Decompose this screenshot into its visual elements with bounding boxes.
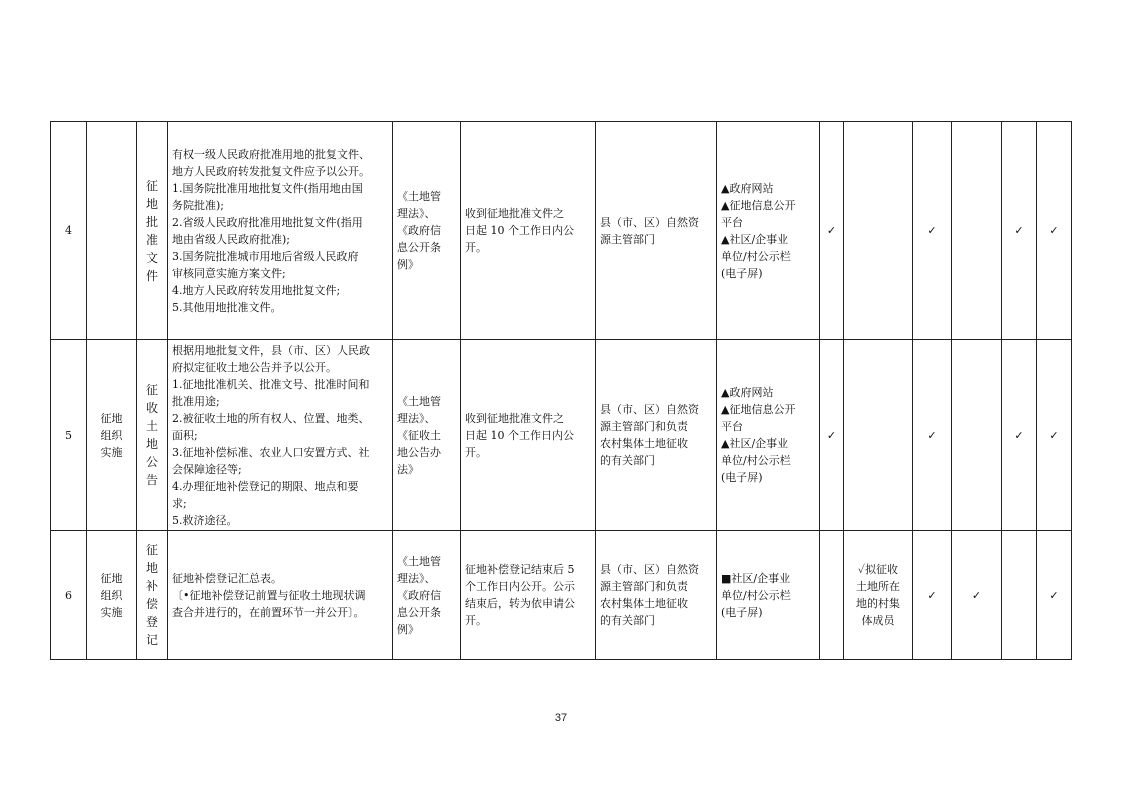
channel-line: ■社区/企事业 (721, 571, 791, 585)
content-line: 查合并进行的，在前置环节一并公开〕。 (172, 605, 365, 619)
basis-line: 例》 (397, 258, 419, 271)
item-name-cell (137, 340, 168, 531)
basis-line: 息公开条 (397, 241, 441, 254)
check-cell (820, 531, 844, 660)
basis-cell (393, 531, 461, 660)
content-cell (168, 122, 393, 340)
stage-cell (87, 340, 137, 531)
basis-line: 《土地管 (397, 394, 441, 408)
department-line: 的有关部门 (600, 614, 655, 627)
department-cell (596, 122, 717, 340)
time-limit-cell (461, 340, 596, 531)
basis-line: 《土地管 (397, 190, 441, 203)
table-row (51, 531, 1072, 660)
stage-text: 征地 (100, 411, 123, 425)
content-line: 5.其他用地批准文件。 (172, 300, 282, 314)
content-line: 求; (172, 496, 187, 510)
basis-line: 理法》、 (397, 411, 436, 425)
content-line: 会保障途径等; (172, 462, 242, 476)
content-cell (168, 340, 393, 531)
time-line: 日起 10 个工作日内公 (465, 224, 574, 237)
channel-line: (电子屏) (721, 266, 763, 280)
channel-line: 单位/村公示栏 (721, 588, 791, 602)
basis-cell (393, 340, 461, 531)
item-name: 征地补偿登记 (145, 543, 158, 647)
check-cell: ✓ (1002, 340, 1037, 531)
content-line: 务院批准); (172, 198, 224, 212)
check-cell: ✓ (820, 340, 844, 531)
content-line: 1.国务院批准用地批复文件(指用地由国 (172, 181, 363, 195)
scope-cell (844, 531, 913, 660)
check-cell: ✓ (1037, 531, 1072, 660)
row-number: 4 (51, 122, 87, 340)
time-line: 开。 (465, 614, 487, 627)
row-number: 6 (51, 531, 87, 660)
channel-cell (717, 531, 820, 660)
time-line: 日起 10 个工作日内公 (465, 428, 574, 442)
page-number: 37 (554, 712, 568, 724)
content-line: 地方人民政府转发批复文件应予以公开。 (172, 164, 370, 178)
item-name-cell (137, 122, 168, 340)
scope-cell (844, 122, 913, 340)
department-line: 农村集体土地征收 (600, 437, 688, 450)
content-line: 5.救济途径。 (172, 513, 238, 527)
channel-line: ▲政府网站 (721, 181, 774, 195)
time-line: 征地补偿登记结束后 5 (465, 563, 575, 576)
stage-cell (87, 122, 137, 340)
row-number: 5 (51, 340, 87, 531)
department-line: 县（市、区）自然资 (600, 215, 699, 229)
content-line: 1.征地批准机关、批准文号、批准时间和 (172, 377, 370, 391)
check-cell (1002, 531, 1037, 660)
time-limit-cell (461, 122, 596, 340)
scope-line: 体成员 (861, 614, 895, 627)
channel-line: ▲社区/企事业 (721, 232, 789, 246)
basis-line: 《政府信 (397, 224, 441, 237)
content-cell (168, 531, 393, 660)
channel-line: 平台 (721, 420, 743, 433)
department-line: 源主管部门和负责 (600, 420, 688, 433)
basis-cell (393, 122, 461, 340)
channel-line: 单位/村公示栏 (721, 249, 791, 263)
scope-cell (844, 340, 913, 531)
stage-text: 组织 (100, 588, 123, 602)
check-cell: ✓ (952, 531, 1002, 660)
basis-line: 法》 (397, 462, 419, 476)
content-line: 4.地方人民政府转发用地批复文件; (172, 283, 341, 297)
basis-line: 地公告办 (397, 445, 441, 459)
basis-line: 例》 (397, 622, 419, 636)
channel-line: ▲征地信息公开 (721, 403, 796, 416)
channel-cell (717, 122, 820, 340)
check-cell: ✓ (913, 122, 952, 340)
channel-line: ▲政府网站 (721, 386, 774, 399)
content-line: 2.被征收土地的所有权人、位置、地类、 (172, 411, 370, 425)
time-line: 个工作日内公开。公示 (465, 580, 575, 593)
check-cell: ✓ (820, 122, 844, 340)
disclosure-table (50, 121, 1072, 660)
channel-line: ▲征地信息公开 (721, 198, 796, 212)
time-line: 收到征地批准文件之 (465, 411, 564, 425)
content-line: 根据用地批复文件，县（市、区）人民政 (172, 343, 370, 357)
scope-line: ✓拟征收 (857, 563, 899, 576)
department-cell (596, 531, 717, 660)
department-line: 县（市、区）自然资 (600, 403, 699, 416)
content-line: 4.办理征地补偿登记的期限、地点和要 (172, 479, 359, 493)
content-line: 3.国务院批准城市用地后省级人民政府 (172, 249, 359, 263)
basis-line: 息公开条 (397, 605, 441, 619)
content-line: 面积; (172, 428, 198, 442)
stage-cell (87, 531, 137, 660)
scope-line: 地的村集 (856, 597, 900, 610)
content-line: 3.征地补偿标准、农业人口安置方式、社 (172, 445, 370, 459)
table-row (51, 122, 1072, 340)
department-line: 的有关部门 (600, 454, 655, 467)
item-name-cell (137, 531, 168, 660)
time-line: 收到征地批准文件之 (465, 207, 564, 220)
basis-line: 理法》、 (397, 571, 436, 585)
content-line: 〔•征地补偿登记前置与征收土地现状调 (172, 588, 366, 602)
content-line: 2.省级人民政府批准用地批复文件(指用 (172, 215, 363, 229)
check-cell: ✓ (1037, 340, 1072, 531)
content-line: 府拟定征收土地公告并予以公开。 (172, 360, 337, 374)
department-line: 源主管部门 (600, 232, 655, 246)
stage-text: 征地 (100, 571, 123, 585)
content-line: 批准用途; (172, 394, 220, 408)
item-name: 征收土地公告 (145, 383, 158, 487)
check-cell: ✓ (1037, 122, 1072, 340)
time-limit-cell (461, 531, 596, 660)
content-line: 地由省级人民政府批准); (172, 232, 290, 246)
channel-cell (717, 340, 820, 531)
content-line: 审核同意实施方案文件; (172, 266, 286, 280)
table-row (51, 340, 1072, 531)
check-cell: ✓ (1002, 122, 1037, 340)
stage-text: 实施 (100, 605, 123, 619)
department-line: 源主管部门和负责 (600, 580, 688, 593)
department-line: 县（市、区）自然资 (600, 563, 699, 576)
channel-line: (电子屏) (721, 605, 763, 619)
scope-line: 土地所在 (856, 580, 900, 593)
time-line: 结束后，转为依申请公 (465, 597, 575, 610)
stage-text: 实施 (100, 445, 123, 459)
channel-line: (电子屏) (721, 471, 763, 484)
stage-text: 组织 (100, 428, 123, 442)
channel-line: 平台 (721, 215, 743, 229)
department-cell (596, 340, 717, 531)
check-cell: ✓ (913, 340, 952, 531)
department-line: 农村集体土地征收 (600, 597, 688, 610)
content-line: 有权一级人民政府批准用地的批复文件、 (172, 147, 370, 161)
check-cell: ✓ (913, 531, 952, 660)
basis-line: 理法》、 (397, 207, 436, 220)
channel-line: ▲社区/企事业 (721, 437, 789, 450)
content-line: 征地补偿登记汇总表。 (172, 571, 282, 585)
check-cell (952, 122, 1002, 340)
time-line: 开。 (465, 445, 487, 459)
basis-line: 《土地管 (397, 554, 441, 568)
channel-line: 单位/村公示栏 (721, 454, 791, 467)
basis-line: 《征收土 (397, 428, 441, 442)
time-line: 开。 (465, 241, 487, 254)
item-name: 征地批准文件 (145, 178, 158, 283)
basis-line: 《政府信 (397, 588, 441, 602)
check-cell (952, 340, 1002, 531)
